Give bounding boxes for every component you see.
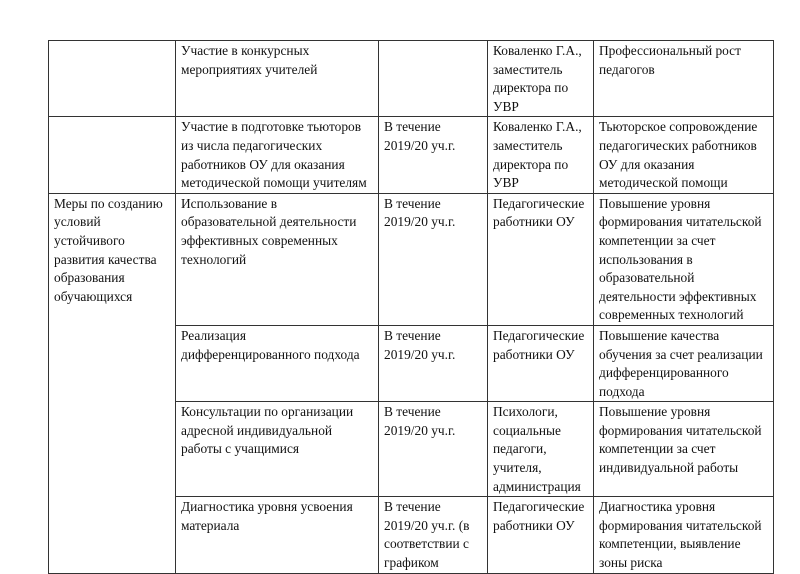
result-cell: Профессиональный рост педагогов xyxy=(594,41,774,117)
responsible-cell: Педагогические работники ОУ xyxy=(488,193,594,325)
activity-cell: Использование в образовательной деятельности эффективных современных технологий xyxy=(176,193,379,325)
result-cell: Повышение уровня формирования читательской компетенции за счет использования в образовательной деятельности эффективных современных технологий xyxy=(594,193,774,325)
period-cell: В течение 2019/20 уч.г. xyxy=(379,193,488,325)
period-cell: В течение 2019/20 уч.г. xyxy=(379,117,488,193)
result-cell: Повышение уровня формирования читательской компетенции за счет индивидуальной работы xyxy=(594,402,774,497)
result-cell: Тьюторское сопровождение педагогических работников ОУ для оказания методической помощи xyxy=(594,117,774,193)
period-cell xyxy=(379,41,488,117)
responsible-cell: Психологи, социальные педагоги, учителя, администрация xyxy=(488,402,594,497)
activity-cell: Консультации по организации адресной индивидуальной работы с учащимися xyxy=(176,402,379,497)
section-cell xyxy=(49,41,176,117)
activity-cell: Диагностика уровня усвоения материала xyxy=(176,497,379,573)
result-cell: Повышение качества обучения за счет реализации дифференцированного подхода xyxy=(594,325,774,401)
plan-table xyxy=(48,40,774,574)
activity-cell: Участие в подготовке тьюторов из числа педагогических работников ОУ для оказания методической помощи учителям xyxy=(176,117,379,193)
section-cell xyxy=(49,117,176,193)
responsible-cell: Педагогические работники ОУ xyxy=(488,325,594,401)
responsible-cell: Педагогические работники ОУ xyxy=(488,497,594,573)
period-cell: В течение 2019/20 уч.г. xyxy=(379,402,488,497)
responsible-cell: Коваленко Г.А., заместитель директора по УВР xyxy=(488,117,594,193)
table-row xyxy=(49,193,774,325)
period-cell: В течение 2019/20 уч.г. (в соответствии с графиком xyxy=(379,497,488,573)
result-cell: Диагностика уровня формирования читательской компетенции, выявление зоны риска xyxy=(594,497,774,573)
period-cell: В течение 2019/20 уч.г. xyxy=(379,325,488,401)
activity-cell: Участие в конкурсных мероприятиях учителей xyxy=(176,41,379,117)
activity-cell: Реализация дифференцированного подхода xyxy=(176,325,379,401)
section-cell: Меры по созданию условий устойчивого развития качества образования обучающихся xyxy=(49,193,176,573)
table-row xyxy=(49,41,774,117)
table-row xyxy=(49,117,774,193)
responsible-cell: Коваленко Г.А., заместитель директора по УВР xyxy=(488,41,594,117)
